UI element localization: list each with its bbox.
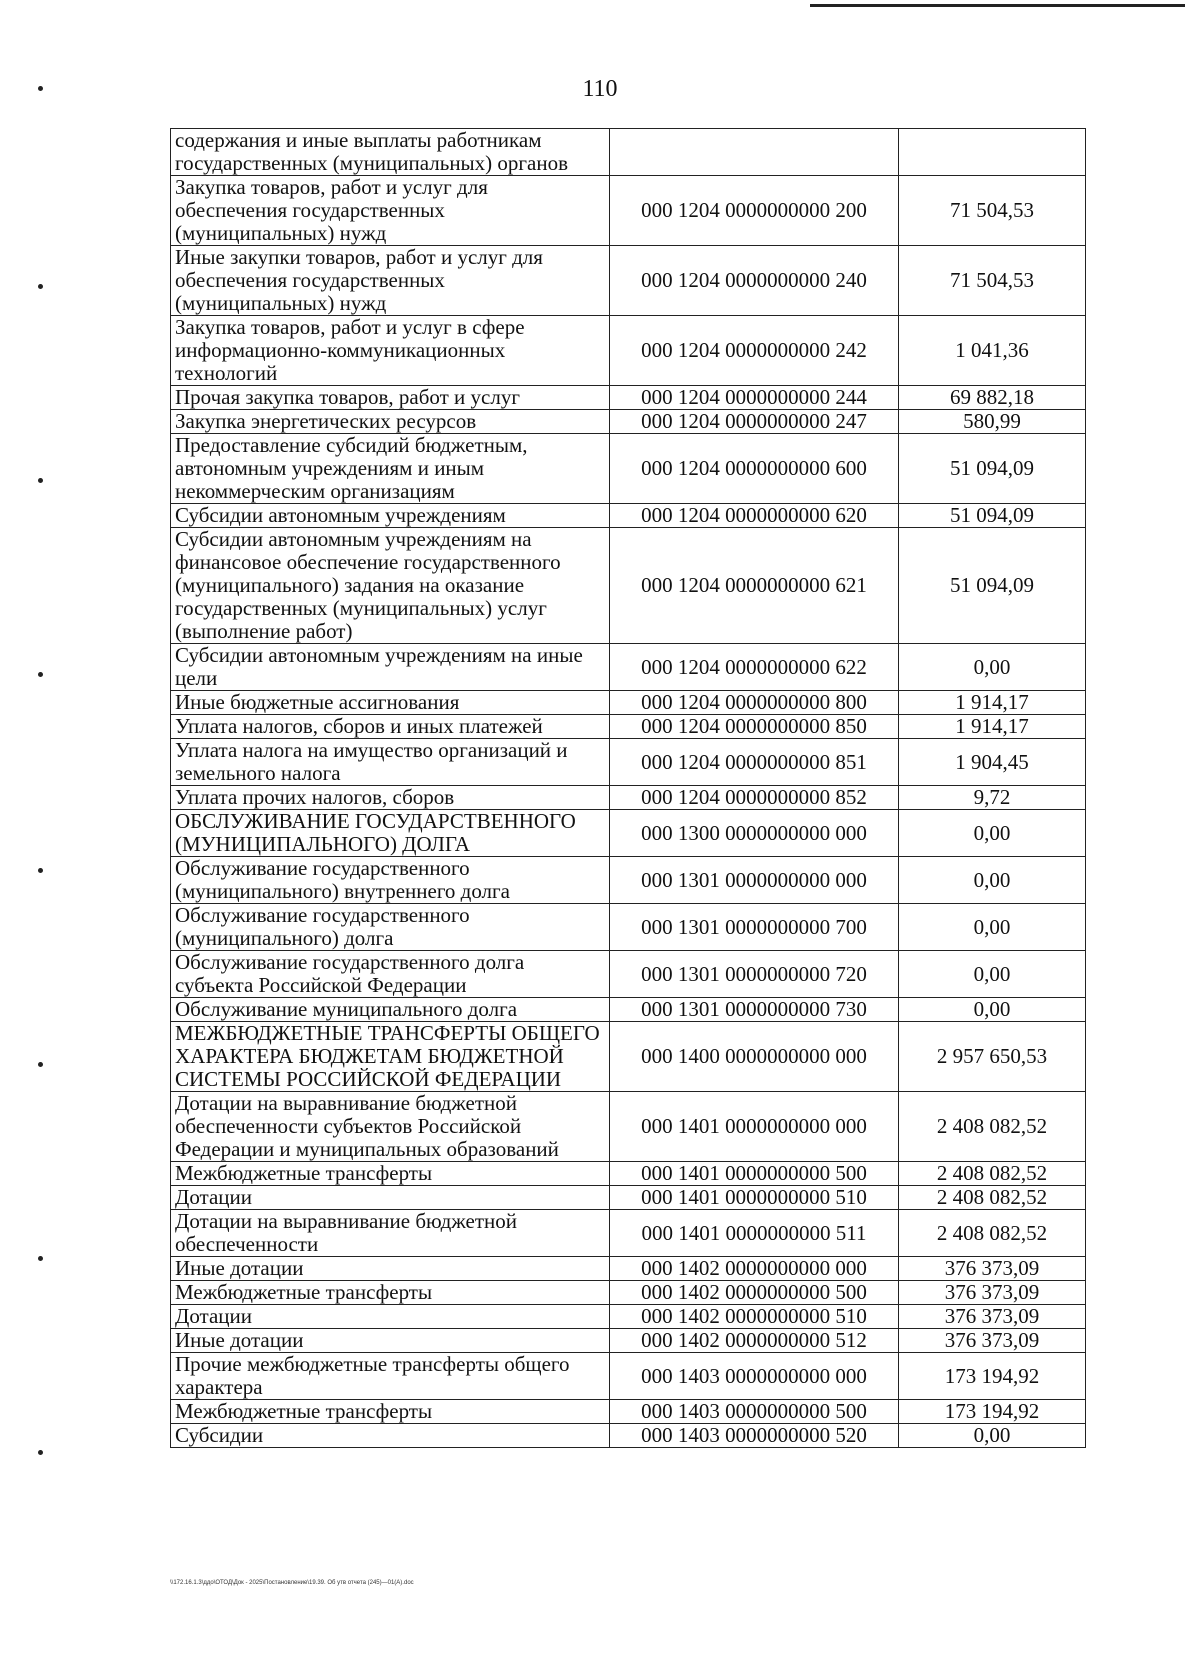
row-name-cell: Закупка энергетических ресурсов (171, 410, 610, 434)
row-code-cell: 000 1402 0000000000 512 (610, 1329, 899, 1353)
row-amount-cell: 1 904,45 (899, 739, 1086, 786)
table-row (171, 504, 1086, 528)
row-name-cell: содержания и иные выплаты работникам государственных (муниципальных) органов (171, 129, 610, 176)
row-code-cell: 000 1403 0000000000 500 (610, 1400, 899, 1424)
table-row (171, 904, 1086, 951)
row-amount-cell: 376 373,09 (899, 1281, 1086, 1305)
row-amount-cell (899, 129, 1086, 176)
row-amount-cell: 71 504,53 (899, 246, 1086, 316)
row-name-cell: МЕЖБЮДЖЕТНЫЕ ТРАНСФЕРТЫ ОБЩЕГО ХАРАКТЕРА БЮДЖЕТАМ БЮДЖЕТНОЙ СИСТЕМЫ РОССИЙСКОЙ ФЕДЕРАЦИИ (171, 1022, 610, 1092)
row-name-cell: Субсидии автономным учреждениям (171, 504, 610, 528)
row-amount-cell: 1 914,17 (899, 715, 1086, 739)
row-code-cell: 000 1300 0000000000 000 (610, 810, 899, 857)
table-row (171, 1022, 1086, 1092)
table-row (171, 386, 1086, 410)
row-amount-cell: 69 882,18 (899, 386, 1086, 410)
row-code-cell: 000 1401 0000000000 500 (610, 1162, 899, 1186)
table-row (171, 857, 1086, 904)
row-code-cell: 000 1402 0000000000 500 (610, 1281, 899, 1305)
row-name-cell: Прочие межбюджетные трансферты общего характера (171, 1353, 610, 1400)
row-amount-cell: 51 094,09 (899, 528, 1086, 644)
row-code-cell: 000 1301 0000000000 730 (610, 998, 899, 1022)
row-name-cell: Межбюджетные трансферты (171, 1281, 610, 1305)
row-name-cell: Уплата налога на имущество организаций и земельного налога (171, 739, 610, 786)
row-name-cell: Дотации (171, 1186, 610, 1210)
row-code-cell (610, 129, 899, 176)
row-name-cell: Обслуживание муниципального долга (171, 998, 610, 1022)
table-row (171, 1210, 1086, 1257)
row-name-cell: Предоставление субсидий бюджетным, автономным учреждениям и иным некоммерческим организациям (171, 434, 610, 504)
table-row (171, 786, 1086, 810)
table-row (171, 691, 1086, 715)
row-name-cell: Закупка товаров, работ и услуг в сфере информационно-коммуникационных технологий (171, 316, 610, 386)
margin-bullet (38, 1256, 43, 1261)
row-amount-cell: 0,00 (899, 644, 1086, 691)
row-amount-cell: 0,00 (899, 904, 1086, 951)
row-code-cell: 000 1402 0000000000 510 (610, 1305, 899, 1329)
row-amount-cell: 1 914,17 (899, 691, 1086, 715)
row-amount-cell: 173 194,92 (899, 1400, 1086, 1424)
row-name-cell: Уплата прочих налогов, сборов (171, 786, 610, 810)
row-amount-cell: 173 194,92 (899, 1353, 1086, 1400)
row-name-cell: Обслуживание государственного долга субъекта Российской Федерации (171, 951, 610, 998)
table-row (171, 810, 1086, 857)
budget-table (170, 128, 1086, 1448)
row-name-cell: Иные дотации (171, 1329, 610, 1353)
row-code-cell: 000 1204 0000000000 621 (610, 528, 899, 644)
table-row (171, 951, 1086, 998)
table-row (171, 1329, 1086, 1353)
top-rule-line (810, 4, 1185, 7)
table-row (171, 129, 1086, 176)
table-row (171, 176, 1086, 246)
table-row (171, 1305, 1086, 1329)
row-name-cell: ОБСЛУЖИВАНИЕ ГОСУДАРСТВЕННОГО (МУНИЦИПАЛЬНОГО) ДОЛГА (171, 810, 610, 857)
table-row (171, 1353, 1086, 1400)
table-row (171, 1424, 1086, 1448)
row-amount-cell: 2 408 082,52 (899, 1210, 1086, 1257)
row-name-cell: Иные бюджетные ассигнования (171, 691, 610, 715)
margin-bullet (38, 86, 43, 91)
table-row (171, 316, 1086, 386)
row-amount-cell: 0,00 (899, 998, 1086, 1022)
row-amount-cell: 51 094,09 (899, 504, 1086, 528)
row-amount-cell: 2 408 082,52 (899, 1162, 1086, 1186)
table-row (171, 644, 1086, 691)
footer-file-path: \\172.16.1.3\ддо\ОТОД\Док - 2025\Постановление\19.39. Об утв отчета (245)—01(А).doc (170, 1580, 414, 1586)
row-code-cell: 000 1204 0000000000 600 (610, 434, 899, 504)
row-name-cell: Субсидии (171, 1424, 610, 1448)
margin-bullet (38, 1450, 43, 1455)
row-code-cell: 000 1301 0000000000 000 (610, 857, 899, 904)
row-name-cell: Уплата налогов, сборов и иных платежей (171, 715, 610, 739)
row-code-cell: 000 1204 0000000000 622 (610, 644, 899, 691)
row-name-cell: Дотации на выравнивание бюджетной обеспеченности субъектов Российской Федерации и муниципальных образований (171, 1092, 610, 1162)
row-code-cell: 000 1204 0000000000 244 (610, 386, 899, 410)
row-amount-cell: 2 408 082,52 (899, 1186, 1086, 1210)
row-name-cell: Закупка товаров, работ и услуг для обеспечения государственных (муниципальных) нужд (171, 176, 610, 246)
row-amount-cell: 0,00 (899, 1424, 1086, 1448)
row-name-cell: Дотации на выравнивание бюджетной обеспеченности (171, 1210, 610, 1257)
table-row (171, 246, 1086, 316)
table-row (171, 739, 1086, 786)
row-amount-cell: 580,99 (899, 410, 1086, 434)
table-row (171, 410, 1086, 434)
row-amount-cell: 2 957 650,53 (899, 1022, 1086, 1092)
table-row (171, 1092, 1086, 1162)
margin-bullet (38, 868, 43, 873)
row-code-cell: 000 1301 0000000000 700 (610, 904, 899, 951)
row-name-cell: Субсидии автономным учреждениям на иные цели (171, 644, 610, 691)
row-amount-cell: 0,00 (899, 951, 1086, 998)
row-amount-cell: 9,72 (899, 786, 1086, 810)
table-row (171, 434, 1086, 504)
margin-bullet (38, 284, 43, 289)
row-name-cell: Обслуживание государственного (муниципального) внутреннего долга (171, 857, 610, 904)
row-name-cell: Иные дотации (171, 1257, 610, 1281)
table-row (171, 528, 1086, 644)
row-amount-cell: 71 504,53 (899, 176, 1086, 246)
row-name-cell: Межбюджетные трансферты (171, 1400, 610, 1424)
table-row (171, 1257, 1086, 1281)
row-code-cell: 000 1402 0000000000 000 (610, 1257, 899, 1281)
row-code-cell: 000 1204 0000000000 240 (610, 246, 899, 316)
row-code-cell: 000 1204 0000000000 247 (610, 410, 899, 434)
row-code-cell: 000 1403 0000000000 520 (610, 1424, 899, 1448)
row-name-cell: Дотации (171, 1305, 610, 1329)
margin-bullet (38, 478, 43, 483)
table-row (171, 1162, 1086, 1186)
table-row (171, 715, 1086, 739)
row-code-cell: 000 1204 0000000000 851 (610, 739, 899, 786)
margin-bullet (38, 672, 43, 677)
page-number: 110 (582, 76, 618, 102)
table-row (171, 1186, 1086, 1210)
row-code-cell: 000 1401 0000000000 510 (610, 1186, 899, 1210)
table-row (171, 998, 1086, 1022)
row-code-cell: 000 1204 0000000000 852 (610, 786, 899, 810)
row-code-cell: 000 1401 0000000000 511 (610, 1210, 899, 1257)
row-amount-cell: 376 373,09 (899, 1329, 1086, 1353)
row-amount-cell: 0,00 (899, 857, 1086, 904)
row-name-cell: Обслуживание государственного (муниципального) долга (171, 904, 610, 951)
row-amount-cell: 376 373,09 (899, 1257, 1086, 1281)
table-row (171, 1400, 1086, 1424)
row-name-cell: Субсидии автономным учреждениям на финансовое обеспечение государственного (муниципального) задания на оказание государственных (муниципальных) услуг (выполнение работ) (171, 528, 610, 644)
row-code-cell: 000 1204 0000000000 620 (610, 504, 899, 528)
row-code-cell: 000 1400 0000000000 000 (610, 1022, 899, 1092)
row-code-cell: 000 1403 0000000000 000 (610, 1353, 899, 1400)
row-amount-cell: 376 373,09 (899, 1305, 1086, 1329)
row-amount-cell: 0,00 (899, 810, 1086, 857)
row-code-cell: 000 1401 0000000000 000 (610, 1092, 899, 1162)
row-code-cell: 000 1204 0000000000 850 (610, 715, 899, 739)
row-code-cell: 000 1301 0000000000 720 (610, 951, 899, 998)
row-name-cell: Межбюджетные трансферты (171, 1162, 610, 1186)
row-amount-cell: 51 094,09 (899, 434, 1086, 504)
row-code-cell: 000 1204 0000000000 200 (610, 176, 899, 246)
row-name-cell: Иные закупки товаров, работ и услуг для обеспечения государственных (муниципальных) нужд (171, 246, 610, 316)
row-amount-cell: 1 041,36 (899, 316, 1086, 386)
margin-bullet (38, 1062, 43, 1067)
row-amount-cell: 2 408 082,52 (899, 1092, 1086, 1162)
row-code-cell: 000 1204 0000000000 800 (610, 691, 899, 715)
row-code-cell: 000 1204 0000000000 242 (610, 316, 899, 386)
table-row (171, 1281, 1086, 1305)
row-name-cell: Прочая закупка товаров, работ и услуг (171, 386, 610, 410)
